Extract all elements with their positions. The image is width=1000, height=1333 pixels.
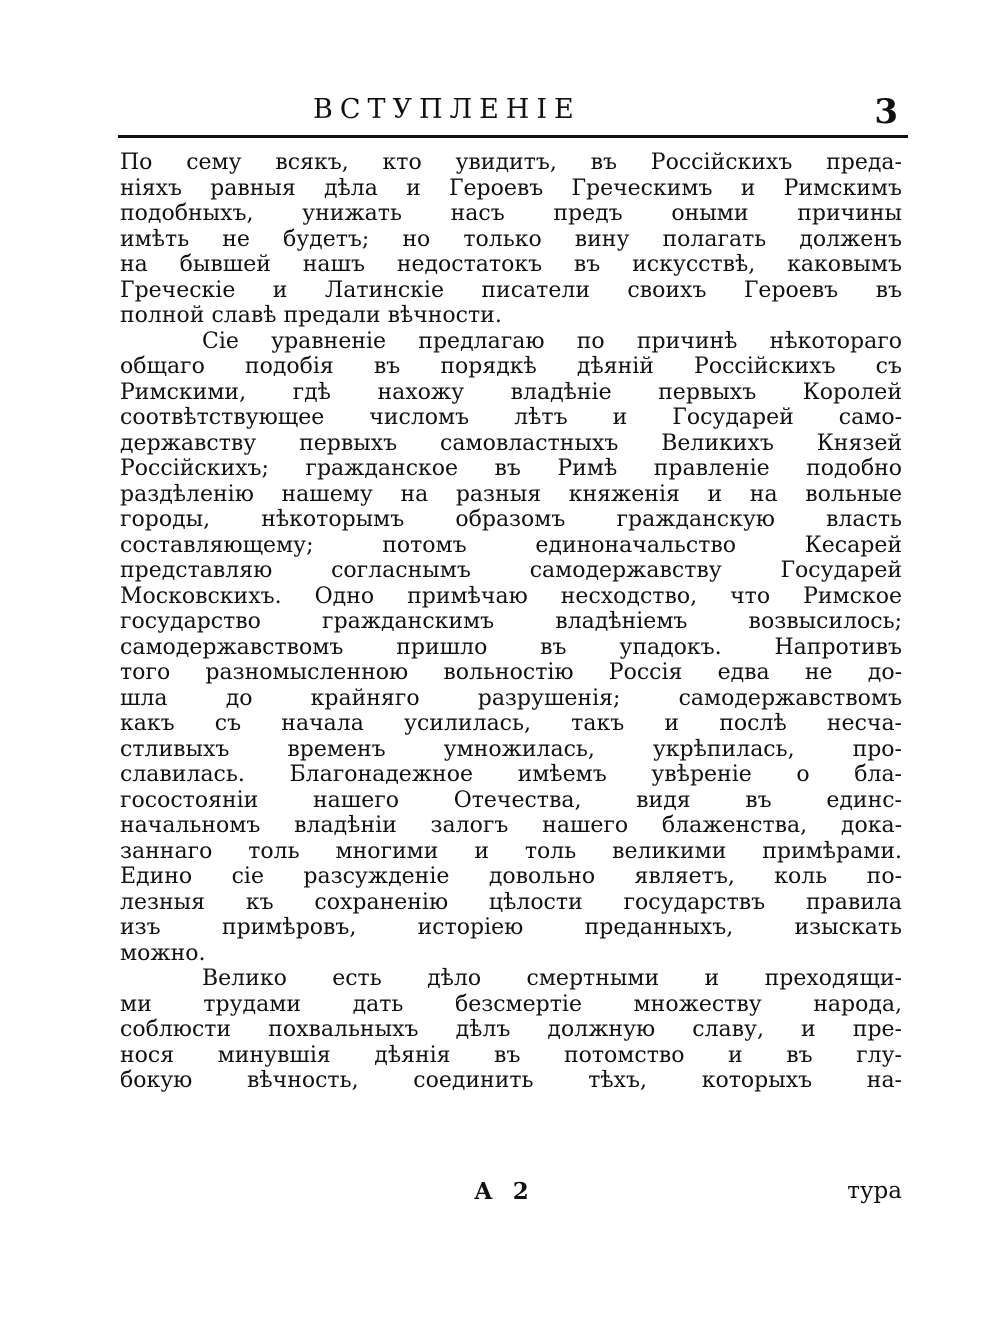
text-line: имѣть не будетъ; но только вину полагать долженъ (120, 226, 902, 252)
text-line: стливыхъ временъ умножилась, укрѣпилась, про- (120, 736, 902, 762)
text-line: славилась. Благонадежное имѣемъ увѣреніе о бла- (120, 762, 902, 787)
text-line: Велико есть дѣло смертными и преходящи- (202, 966, 902, 991)
text-line: общаго подобія въ порядкѣ дѣяній Россійскихъ съ (120, 354, 902, 379)
text-line: подобныхъ, унижать насъ предъ оными причины (120, 201, 902, 226)
text-line: Россійскихъ; гражданское въ Римѣ правленіе подобно (120, 456, 902, 481)
page-number: 3 (874, 92, 898, 132)
text-line: бокую вѣчность, соединить тѣхъ, которыхъ на- (120, 1068, 902, 1093)
text-line: Римскими, гдѣ нахожу владѣніе первыхъ Королей (120, 379, 902, 405)
catchword: тура (847, 1178, 902, 1204)
text-line: полной славѣ предали вѣчности. (120, 303, 502, 328)
text-line: шла до крайняго разрушенія; самодержавствомъ (120, 685, 902, 711)
text-line: на бывшей нашъ недостатокъ въ искусствѣ, каковымъ (120, 252, 902, 277)
body-text (120, 150, 902, 1094)
header-rule (118, 135, 908, 138)
text-line: какъ съ начала усилилась, такъ и послѣ несча- (120, 711, 902, 736)
text-line: госостояніи нашего Отечества, видя въ единс- (120, 787, 902, 813)
text-line: начальномъ владѣніи залогъ нашего блаженства, дока- (120, 813, 902, 838)
text-line: изъ примѣровъ, исторіею преданныхъ, изыскать (120, 915, 902, 940)
text-line: ніяхъ равныя дѣла и Героевъ Греческимъ и Римскимъ (120, 175, 902, 201)
text-line: Сіе уравненіе предлагаю по причинѣ нѣкотораго (202, 328, 902, 354)
text-line: Греческіе и Латинскіе писатели своихъ Героевъ въ (120, 277, 902, 303)
text-line: нося минувшія дѣянія въ потомство и въ глу- (120, 1042, 902, 1068)
text-line: По сему всякъ, кто увидитъ, въ Россійскихъ преда- (120, 150, 902, 175)
running-head (128, 88, 904, 132)
text-line: Едино сіе разсужденіе довольно являетъ, коль по- (120, 864, 902, 889)
text-line: раздѣленію нашему на разныя княженія и на вольные (120, 481, 902, 507)
text-line: того разномысленною вольностію Россія едва не до- (120, 660, 902, 685)
section-title: ВСТУПЛЕНІЕ (313, 94, 581, 125)
text-line: можно. (120, 940, 206, 966)
text-line: представляю согласнымъ самодержавству Государей (120, 558, 902, 583)
text-line: заннаго толь многими и толь великими примѣрами. (120, 838, 902, 864)
text-line: самодержавствомъ пришло въ упадокъ. Напротивъ (120, 634, 902, 660)
text-line: лезныя къ сохраненію цѣлости государствъ правила (120, 889, 902, 915)
text-line: государство гражданскимъ владѣніемъ возвысилось; (120, 609, 902, 634)
text-line: ми трудами дать безсмертіе множеству народа, (120, 991, 902, 1017)
text-line: соотвѣтствующее числомъ лѣтъ и Государей само- (120, 405, 902, 430)
text-line: соблюсти похвальныхъ дѣлъ должную славу, и пре- (120, 1017, 902, 1042)
text-line: городы, нѣкоторымъ образомъ гражданскую власть (120, 507, 902, 532)
text-line: державству первыхъ самовластныхъ Великихъ Князей (120, 430, 902, 456)
text-line: составляющему; потомъ единоначальство Кесарей (120, 532, 902, 558)
page-footer (120, 1178, 902, 1208)
signature-mark: А 2 (474, 1178, 535, 1205)
text-line: Московскихъ. Одно примѣчаю несходство, что Римское (120, 583, 902, 609)
